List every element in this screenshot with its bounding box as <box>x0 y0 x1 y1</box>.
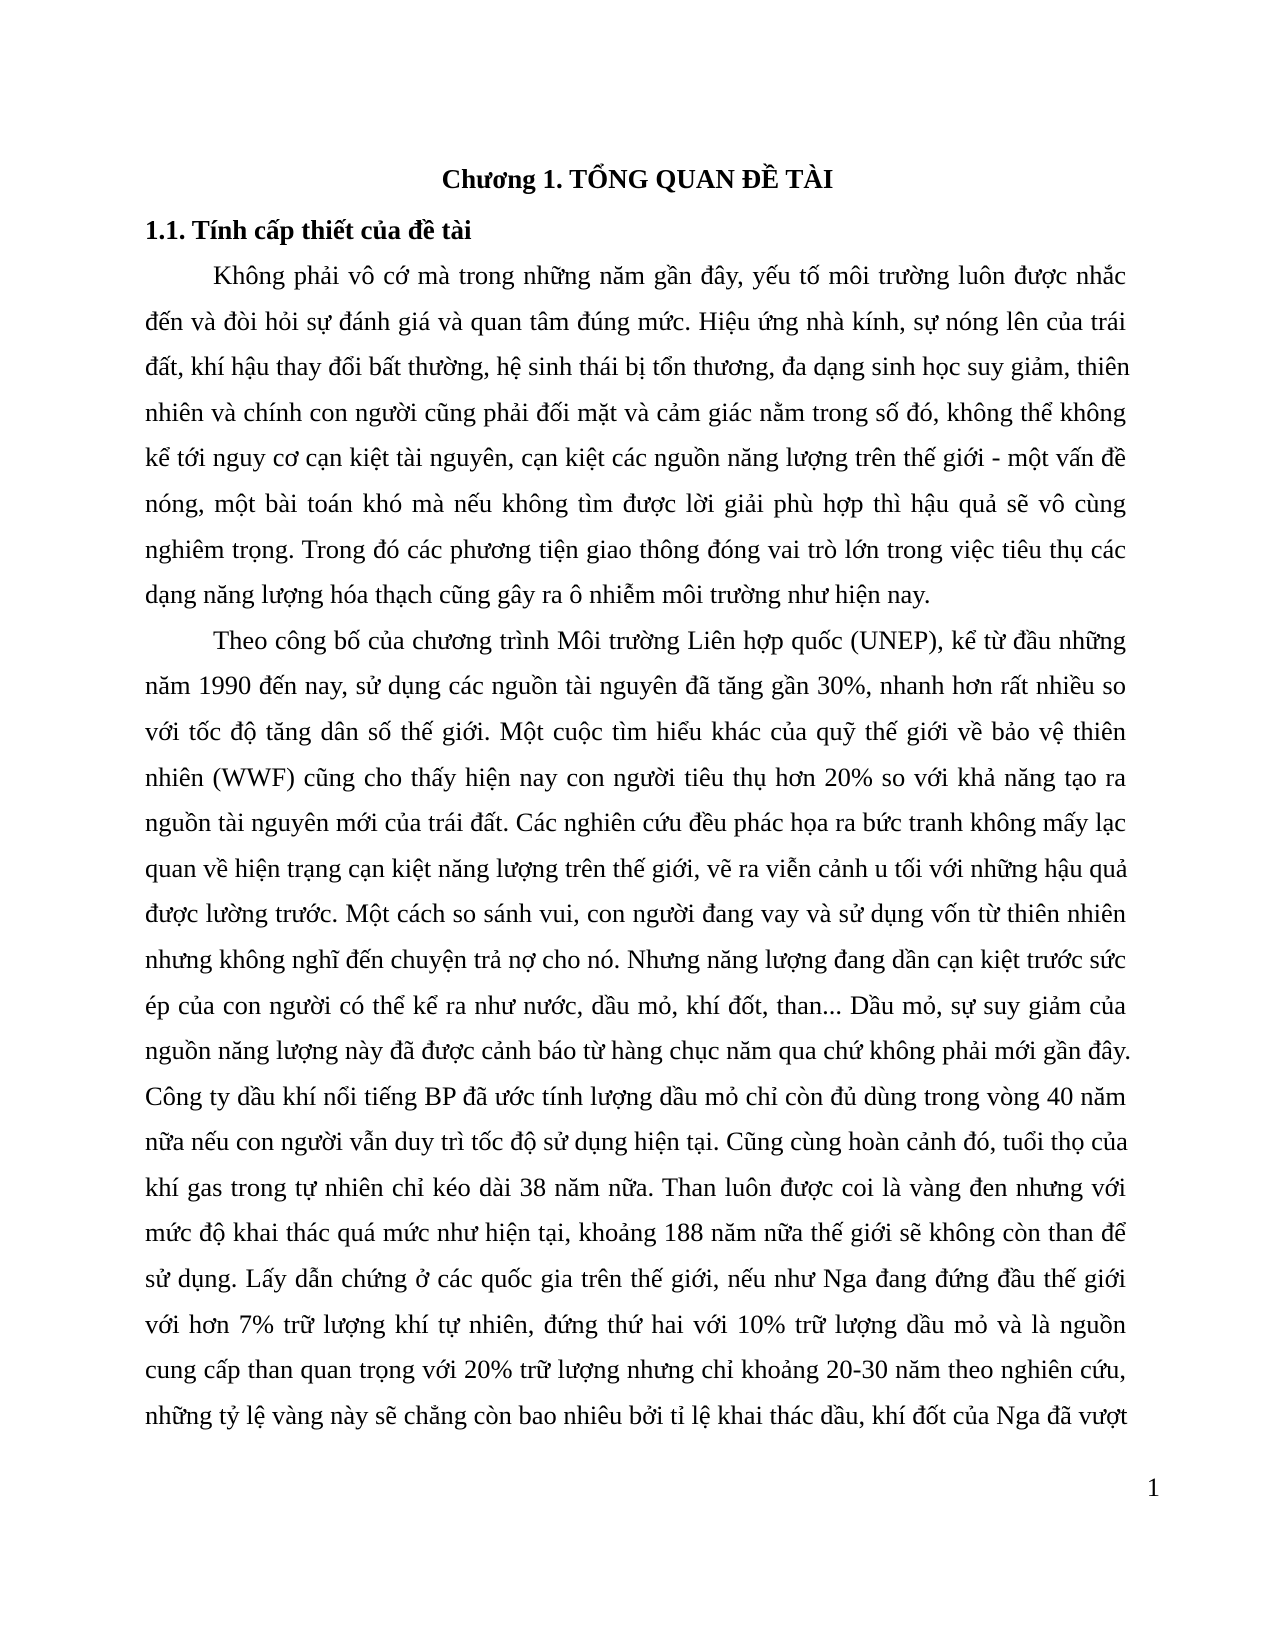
paragraph-line: được lường trước. Một cách so sánh vui, con người đang vay và sử dụng vốn từ thiên nhiên <box>145 898 1126 929</box>
body-text <box>145 253 1132 1438</box>
paragraph-line: ép của con người có thể kể ra như nước, dầu mỏ, khí đốt, than... Dầu mỏ, sự suy giảm của <box>145 989 1126 1020</box>
paragraph-line: nhiên và chính con người cũng phải đối mặt và cảm giác nằm trong số đó, không thể không <box>145 396 1126 427</box>
paragraph-line: nhiên (WWF) cũng cho thấy hiện nay con người tiêu thụ hơn 20% so với khả năng tạo ra <box>145 761 1126 792</box>
paragraph-line: nguồn năng lượng này đã được cảnh báo từ hàng chục năm qua chứ không phải mới gần đây. <box>145 1035 1132 1066</box>
section-heading: 1.1. Tính cấp thiết của đề tài <box>145 215 472 245</box>
paragraph-line: năm 1990 đến nay, sử dụng các nguồn tài nguyên đã tăng gần 30%, nhanh hơn rất nhiều so <box>145 670 1126 701</box>
paragraph-line: khí gas trong tự nhiên chỉ kéo dài 38 năm nữa. Than luôn được coi là vàng đen nhưng với <box>145 1171 1126 1202</box>
paragraph-line: nguồn tài nguyên mới của trái đất. Các nghiên cứu đều phác họa ra bức tranh không mấy lạc <box>145 807 1126 838</box>
paragraph-line: mức độ khai thác quá mức như hiện tại, khoảng 188 năm nữa thế giới sẽ không còn than để <box>145 1217 1126 1248</box>
paragraph-line: dạng năng lượng hóa thạch cũng gây ra ô nhiễm môi trường như hiện nay. <box>145 579 931 610</box>
paragraph-line: cung cấp than quan trọng với 20% trữ lượng nhưng chỉ khoảng 20-30 năm theo nghiên cứu, <box>145 1354 1126 1385</box>
paragraph-line: Công ty dầu khí nổi tiếng BP đã ước tính lượng dầu mỏ chỉ còn đủ dùng trong vòng 40 năm <box>145 1080 1126 1111</box>
paragraph-line: đến và đòi hỏi sự đánh giá và quan tâm đúng mức. Hiệu ứng nhà kính, sự nóng lên của trái <box>145 305 1126 336</box>
paragraph-line: Không phải vô cớ mà trong những năm gần đây, yếu tố môi trường luôn được nhắc <box>213 260 1126 290</box>
paragraph-line: Theo công bố của chương trình Môi trường Liên hợp quốc (UNEP), kể từ đầu những <box>213 624 1126 655</box>
paragraph-line: với tốc độ tăng dân số thế giới. Một cuộc tìm hiểu khác của quỹ thế giới về bảo vệ thiên <box>145 715 1126 746</box>
paragraph-line: nhưng không nghĩ đến chuyện trả nợ cho nó. Nhưng năng lượng đang dần cạn kiệt trước sức <box>145 943 1126 974</box>
paragraph-line: đất, khí hậu thay đổi bất thường, hệ sinh thái bị tổn thương, đa dạng sinh học suy giảm, thiên <box>145 351 1130 382</box>
paragraph-line: nghiêm trọng. Trong đó các phương tiện giao thông đóng vai trò lớn trong việc tiêu thụ các <box>145 533 1126 564</box>
paragraph-line: nữa nếu con người vẫn duy trì tốc độ sử dụng hiện tại. Cũng cùng hoàn cảnh đó, tuổi thọ của <box>145 1126 1128 1157</box>
paragraph-line: nóng, một bài toán khó mà nếu không tìm được lời giải phù hợp thì hậu quả sẽ vô cùng <box>145 487 1126 518</box>
paragraph-line: những tỷ lệ vàng này sẽ chẳng còn bao nhiêu bởi tỉ lệ khai thác dầu, khí đốt của Nga đã vượt <box>145 1399 1128 1430</box>
chapter-title: Chương 1. TỔNG QUAN ĐỀ TÀI <box>441 164 834 194</box>
paragraph-line: kể tới nguy cơ cạn kiệt tài nguyên, cạn kiệt các nguồn năng lượng trên thế giới - một vấn đề <box>145 442 1126 473</box>
paragraph-line: quan về hiện trạng cạn kiệt năng lượng trên thế giới, vẽ ra viễn cảnh u tối với những hậu quả <box>145 852 1128 883</box>
paragraph-line: sử dụng. Lấy dẫn chứng ở các quốc gia trên thế giới, nếu như Nga đang đứng đầu thế giới <box>145 1263 1126 1294</box>
page-number: 1 <box>1146 1472 1160 1502</box>
paragraph-line: với hơn 7% trữ lượng khí tự nhiên, đứng thứ hai với 10% trữ lượng dầu mỏ và là nguồn <box>145 1308 1126 1339</box>
